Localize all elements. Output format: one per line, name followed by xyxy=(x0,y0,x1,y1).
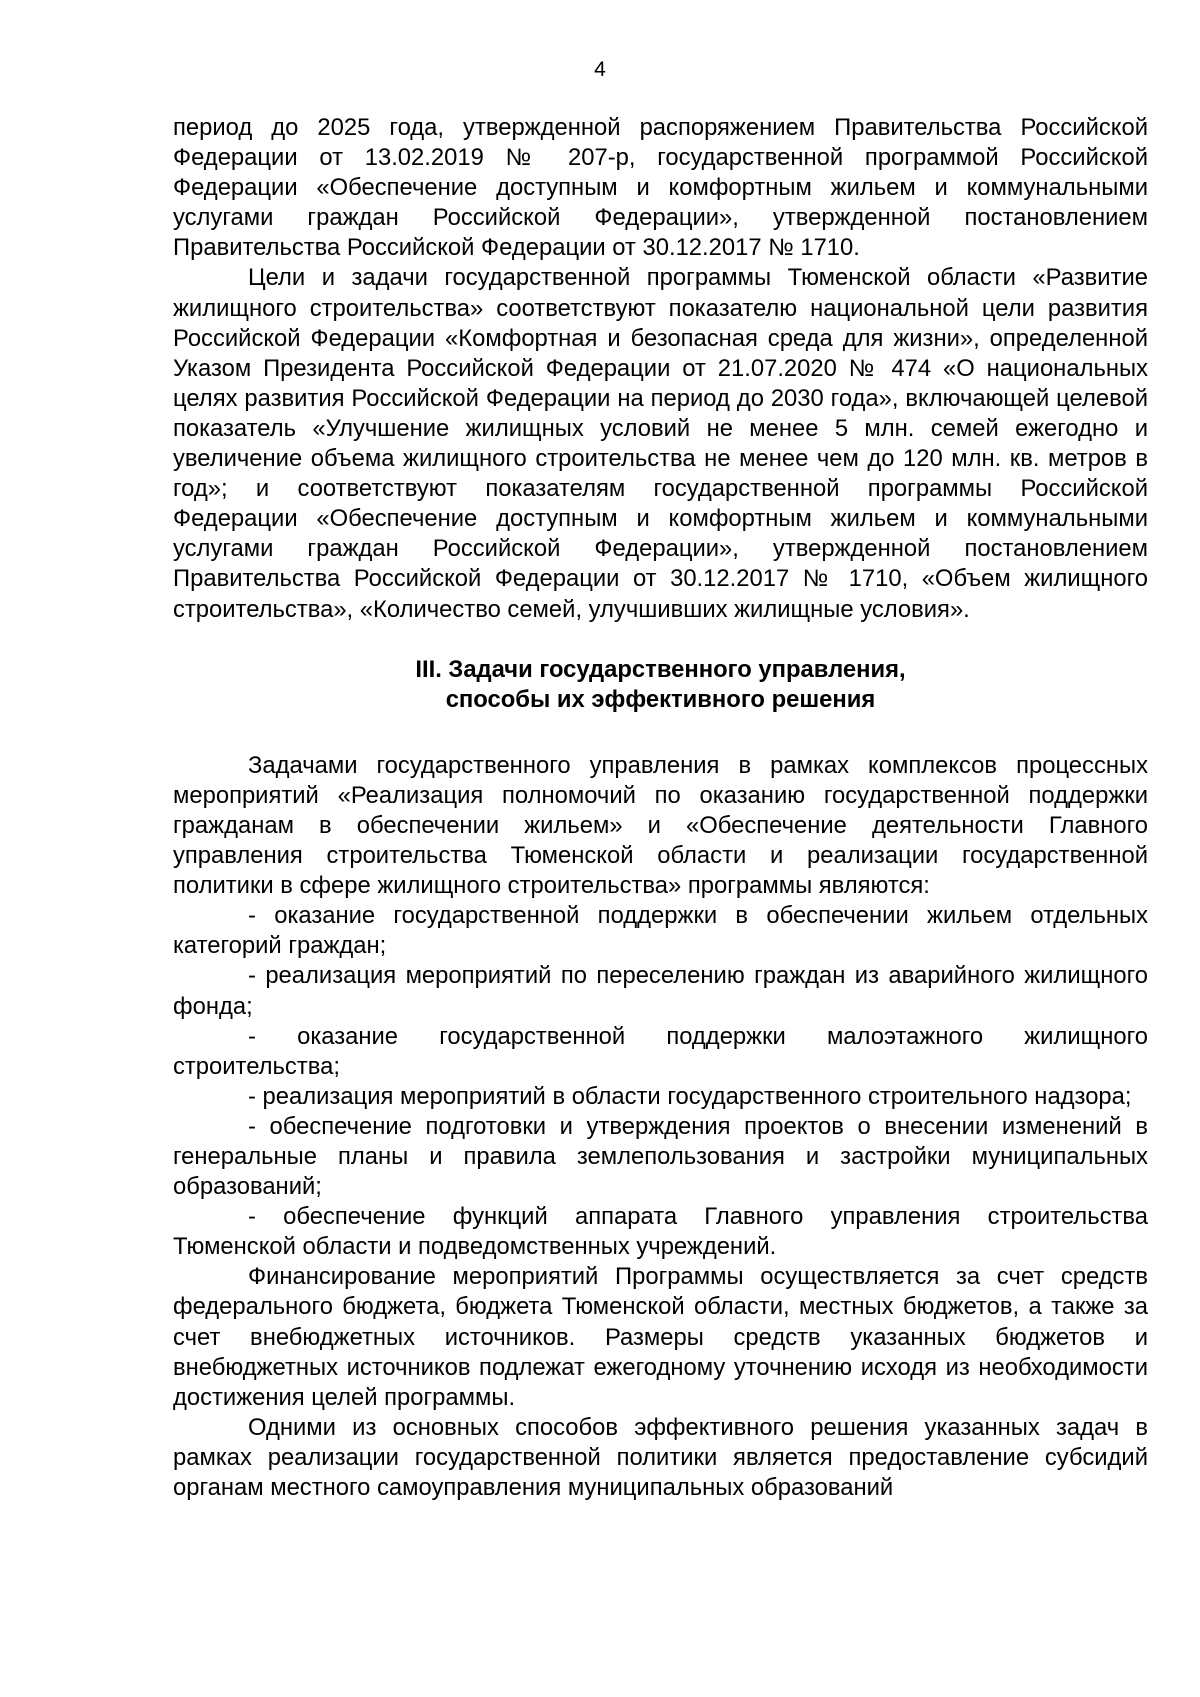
paragraph-goals: Цели и задачи государственной программы Тюменской области «Развитие жилищного строительства» соответствуют показателю национальной цели развития Российской Федерации «Комфортная и безопасная среда для жизни», определенной Указом Президента Российской Федерации от 21.07.2020 № 474 «О национальных целях развития Российской Федерации на период до 2030 года», включающей целевой показатель «Улучшение жилищных условий не менее 5 млн. семей ежегодно и увеличение объема жилищного строительства не менее чем до 120 млн. кв. метров в год»; и соответствуют показателям государственной программы Российской Федерации «Обеспечение доступным и комфортным жильем и коммунальными услугами граждан Российской Федерации», утвержденной постановлением Правительства Российской Федерации от 30.12.2017 № 1710, «Объем жилищного строительства», «Количество семей, улучшивших жилищные условия». xyxy=(173,264,1148,623)
page-number: 4 xyxy=(594,58,606,81)
spacer xyxy=(173,715,1148,751)
list-item: - обеспечение функций аппарата Главного управления строительства Тюменской области и подведомственных учреждений. xyxy=(173,1203,1148,1261)
list-item: - оказание государственной поддержки в обеспечении жильем отдельных категорий граждан; xyxy=(173,902,1148,960)
section-heading xyxy=(173,655,1148,715)
spacer xyxy=(173,625,1148,655)
paragraph-methods: Одними из основных способов эффективного решения указанных задач в рамках реализации государственной политики является предоставление субсидий органам местного самоуправления муниципальных образований xyxy=(173,1413,1148,1502)
paragraph-continuation: период до 2025 года, утвержденной распоряжением Правительства Российской Федерации от 13.02.2019 № 207-р, государственной программой Российской Федерации «Обеспечение доступным и комфортным жильем и коммунальными услугами граждан Российской Федерации», утвержденной постановлением Правительства Российской Федерации от 30.12.2017 № 1710. xyxy=(173,114,1148,262)
list-item: - обеспечение подготовки и утверждения проектов о внесении изменений в генеральные планы и правила землепользования и застройки муниципальных образований; xyxy=(173,1112,1148,1201)
list-item: - реализация мероприятий в области государственного строительного надзора; xyxy=(248,1082,1132,1110)
list-item: - оказание государственной поддержки малоэтажного жилищного строительства; xyxy=(173,1022,1148,1080)
document-body xyxy=(173,113,1148,1503)
section-heading-line-1: III. Задачи государственного управления, xyxy=(415,655,906,683)
paragraph-financing: Финансирование мероприятий Программы осуществляется за счет средств федерального бюджета, бюджета Тюменской области, местных бюджетов, а также за счет внебюджетных источников. Размеры средств указанных бюджетов и внебюджетных источников подлежат ежегодному уточнению исходя из необходимости достижения целей программы. xyxy=(173,1263,1148,1411)
list-item: - реализация мероприятий по переселению граждан из аварийного жилищного фонда; xyxy=(173,962,1148,1020)
paragraph-tasks-intro: Задачами государственного управления в рамках комплексов процессных мероприятий «Реализация полномочий по оказанию государственной поддержки гражданам в обеспечении жильем» и «Обеспечение деятельности Главного управления строительства Тюменской области и реализации государственной политики в сфере жилищного строительства» программы являются: xyxy=(173,751,1148,900)
section-heading-line-2: способы их эффективного решения xyxy=(445,685,876,713)
